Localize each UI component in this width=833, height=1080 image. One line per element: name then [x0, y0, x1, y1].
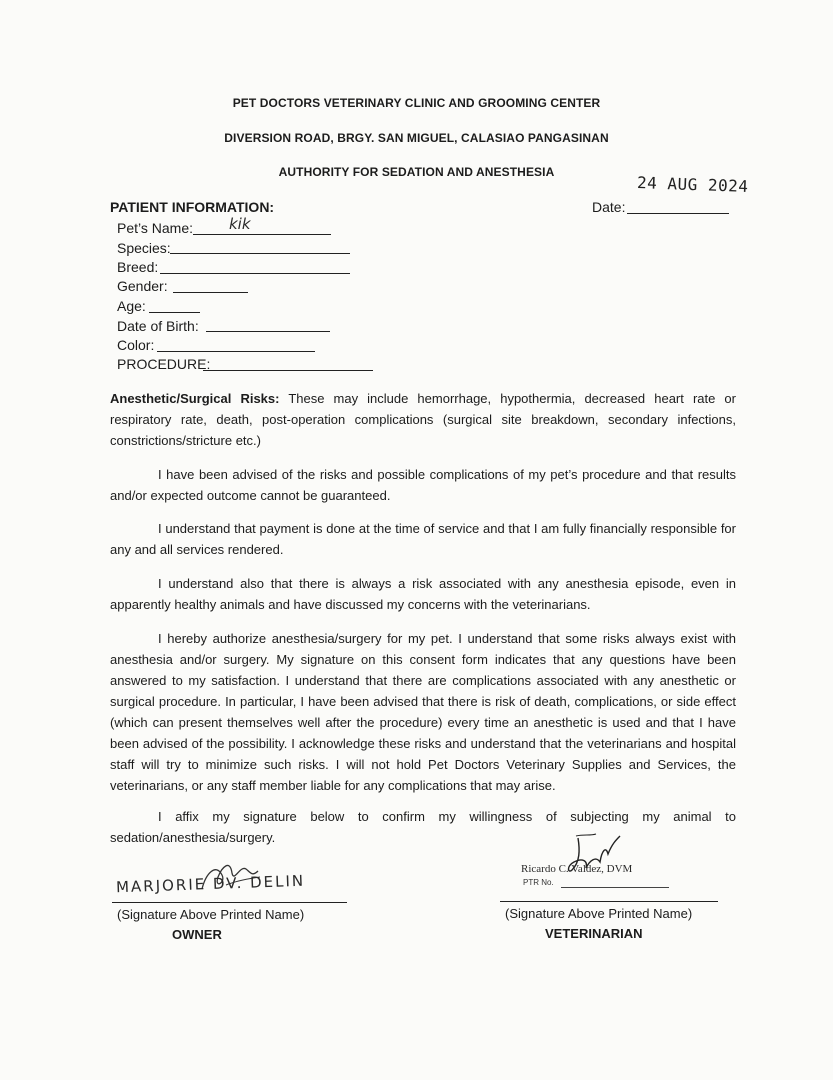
- consent-paragraph-5: I affix my signature below to confirm my willingness of subjecting my animal to sedation/anesthesia/surgery.: [110, 809, 736, 845]
- vet-printed-name: Ricardo C. Valdez, DVM: [521, 863, 633, 875]
- consent-paragraph-3: I understand also that there is always a risk associated with any anesthesia episode, even in apparently healthy animals and have discussed my concerns with the veterinarians.: [110, 576, 736, 612]
- risks-text: These may include hemorrhage, hypothermia, decreased heart rate or respiratory rate, death, post-operation complications (surgical site breakdown, secondary infections, constrictions/stricture etc.): [110, 391, 736, 448]
- owner-signature-caption: (Signature Above Printed Name): [117, 907, 305, 922]
- form-title: AUTHORITY FOR SEDATION AND ANESTHESIA: [278, 165, 555, 179]
- handwritten-date: 24 AUG 2024: [636, 173, 749, 196]
- species-label: Species:: [117, 240, 171, 256]
- risks-heading: Anesthetic/Surgical Risks:: [110, 391, 280, 406]
- gender-line: [173, 292, 248, 293]
- owner-role: OWNER: [172, 927, 222, 942]
- pet-name-label: Pet’s Name:: [117, 220, 193, 236]
- age-line: [149, 312, 200, 313]
- age-label: Age:: [117, 298, 146, 314]
- procedure-label: PROCEDURE:: [117, 356, 211, 372]
- date-field-line: [627, 213, 729, 214]
- clinic-address: DIVERSION ROAD, BRGY. SAN MIGUEL, CALASIAO PANGASINAN: [224, 131, 609, 145]
- procedure-line: [203, 370, 373, 371]
- vet-signature-caption: (Signature Above Printed Name): [505, 906, 693, 921]
- color-line: [157, 351, 315, 352]
- dob-label: Date of Birth:: [117, 318, 199, 334]
- dob-line: [206, 331, 330, 332]
- breed-line: [160, 273, 350, 274]
- consent-paragraph-2: I understand that payment is done at the time of service and that I am fully financially responsible for any and all services rendered.: [110, 521, 736, 557]
- gender-label: Gender:: [117, 278, 168, 294]
- breed-label: Breed:: [117, 259, 159, 275]
- owner-printed-name: MARJORIE DV. DELIN: [115, 871, 306, 897]
- color-label: Color:: [117, 337, 155, 353]
- date-label: Date:: [592, 199, 626, 215]
- vet-ptr-line: [561, 887, 669, 888]
- consent-paragraph-4: I hereby authorize anesthesia/surgery for my pet. I understand that some risks always exist with anesthesia and/or surgery. My signature on this consent form indicates that any questions have been answered to my satisfaction. I understand that there are complications associated with any anesthetic or surgical procedure. In particular, I have been advised that there is risk of death, complications, or side effect (which can present themselves well after the procedure) every time an anesthetic is used and that I have been advised of the possibility. I acknowledge these risks and understand that the veterinarians and hospital staff will try to minimize such risks. I will not hold Pet Doctors Veterinary Supplies and Services, the veterinarians, or any staff member liable for any complications that may arise.: [110, 631, 736, 793]
- owner-signature-line: [112, 902, 347, 903]
- vet-role: VETERINARIAN: [545, 926, 643, 941]
- patient-info-heading: PATIENT INFORMATION:: [110, 199, 275, 215]
- pet-name-line: [193, 234, 331, 235]
- risks-paragraph: [110, 388, 736, 451]
- vet-ptr-label: PTR No.: [523, 878, 554, 887]
- consent-paragraph-1: I have been advised of the risks and possible complications of my pet’s procedure and that results and/or expected outcome cannot be guaranteed.: [110, 467, 736, 503]
- pet-name-value: kik: [229, 215, 251, 233]
- species-line: [170, 253, 350, 254]
- clinic-name: PET DOCTORS VETERINARY CLINIC AND GROOMING CENTER: [232, 96, 601, 110]
- vet-signature-line: [500, 901, 718, 902]
